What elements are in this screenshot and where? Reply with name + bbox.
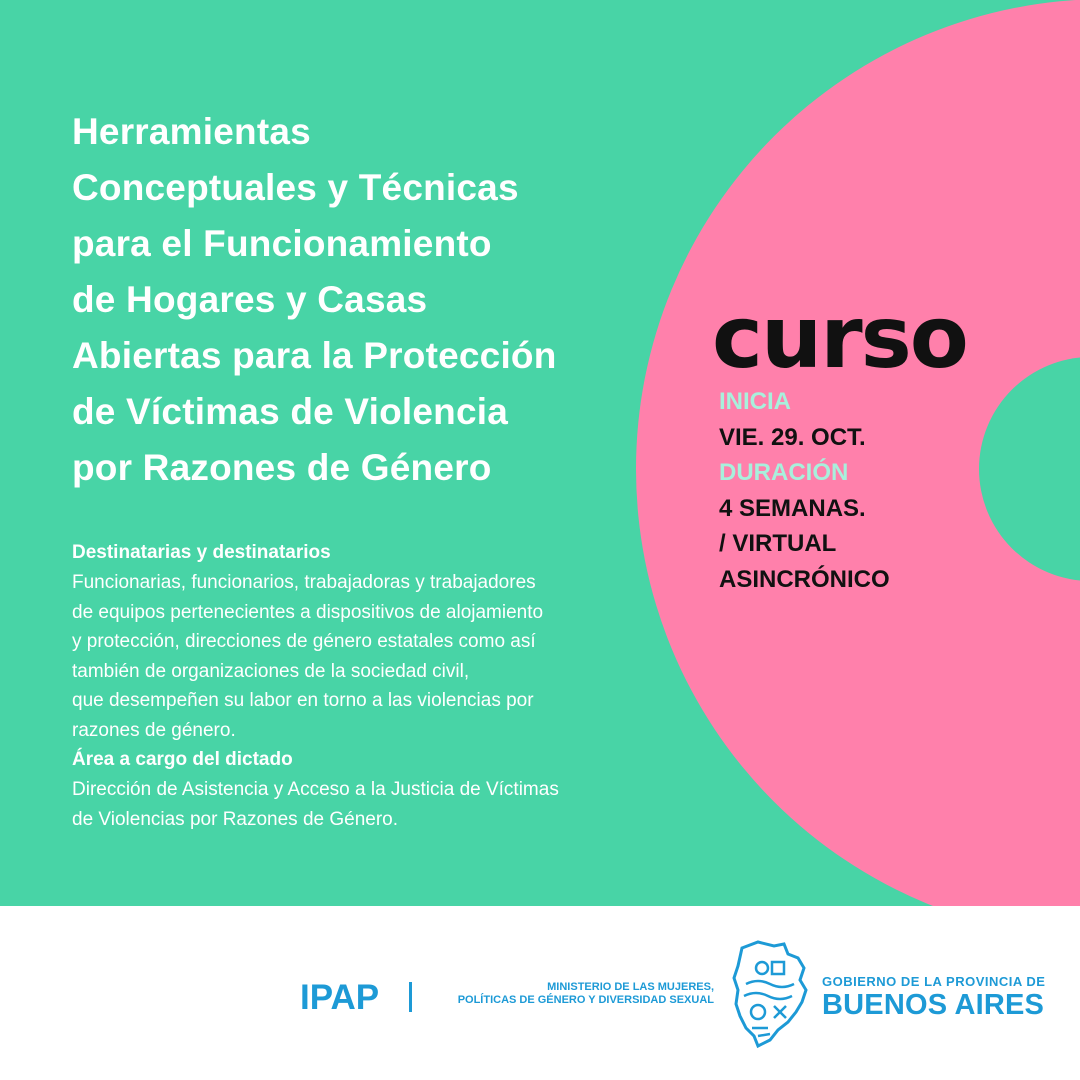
area-heading: Área a cargo del dictado bbox=[72, 749, 293, 770]
footer-logos bbox=[0, 906, 1080, 1080]
audience-heading: Destinatarias y destinatarios bbox=[72, 542, 331, 563]
ipap-logo: IPAP bbox=[300, 978, 380, 1017]
ministerio-logo-text: MINISTERIO DE LAS MUJERES, POLÍTICAS DE GÉNERO Y DIVERSIDAD SEXUAL bbox=[457, 981, 714, 1006]
duration-value: 4 SEMANAS. bbox=[719, 494, 866, 522]
duration-label: DURACIÓN bbox=[719, 459, 849, 486]
start-date: VIE. 29. OCT. bbox=[719, 423, 866, 451]
course-title: Herramientas Conceptuales y Técnicas para el Funcionamiento de Hogares y Casas Abiertas para la Protección de Víctimas de Violencia por Razones de Género bbox=[72, 111, 557, 488]
course-info bbox=[72, 538, 632, 834]
course-details bbox=[719, 384, 890, 597]
buenos-aires-province-map-icon bbox=[728, 938, 810, 1050]
curso-badge: curso bbox=[712, 288, 967, 388]
mode-asynchronous: ASINCRÓNICO bbox=[719, 565, 890, 593]
mode-virtual: / VIRTUAL bbox=[719, 530, 837, 557]
start-label: INICIA bbox=[719, 388, 791, 415]
audience-text: Funcionarias, funcionarios, trabajadoras y trabajadores de equipos pertenecientes a dispositivos de alojamiento y protección, direcciones de género estatales como así también de organizaciones de la sociedad civil, que desempeñen su labor en torno a las violencias por razones de género. bbox=[72, 572, 544, 741]
gobierno-label: GOBIERNO DE LA PROVINCIA DE bbox=[822, 974, 1046, 989]
buenos-aires-wordmark: BUENOS AIRES bbox=[822, 989, 1045, 1021]
area-text: Dirección de Asistencia y Acceso a la Justicia de Víctimas de Violencias por Razones de Género. bbox=[72, 779, 559, 830]
logo-divider bbox=[409, 982, 412, 1012]
